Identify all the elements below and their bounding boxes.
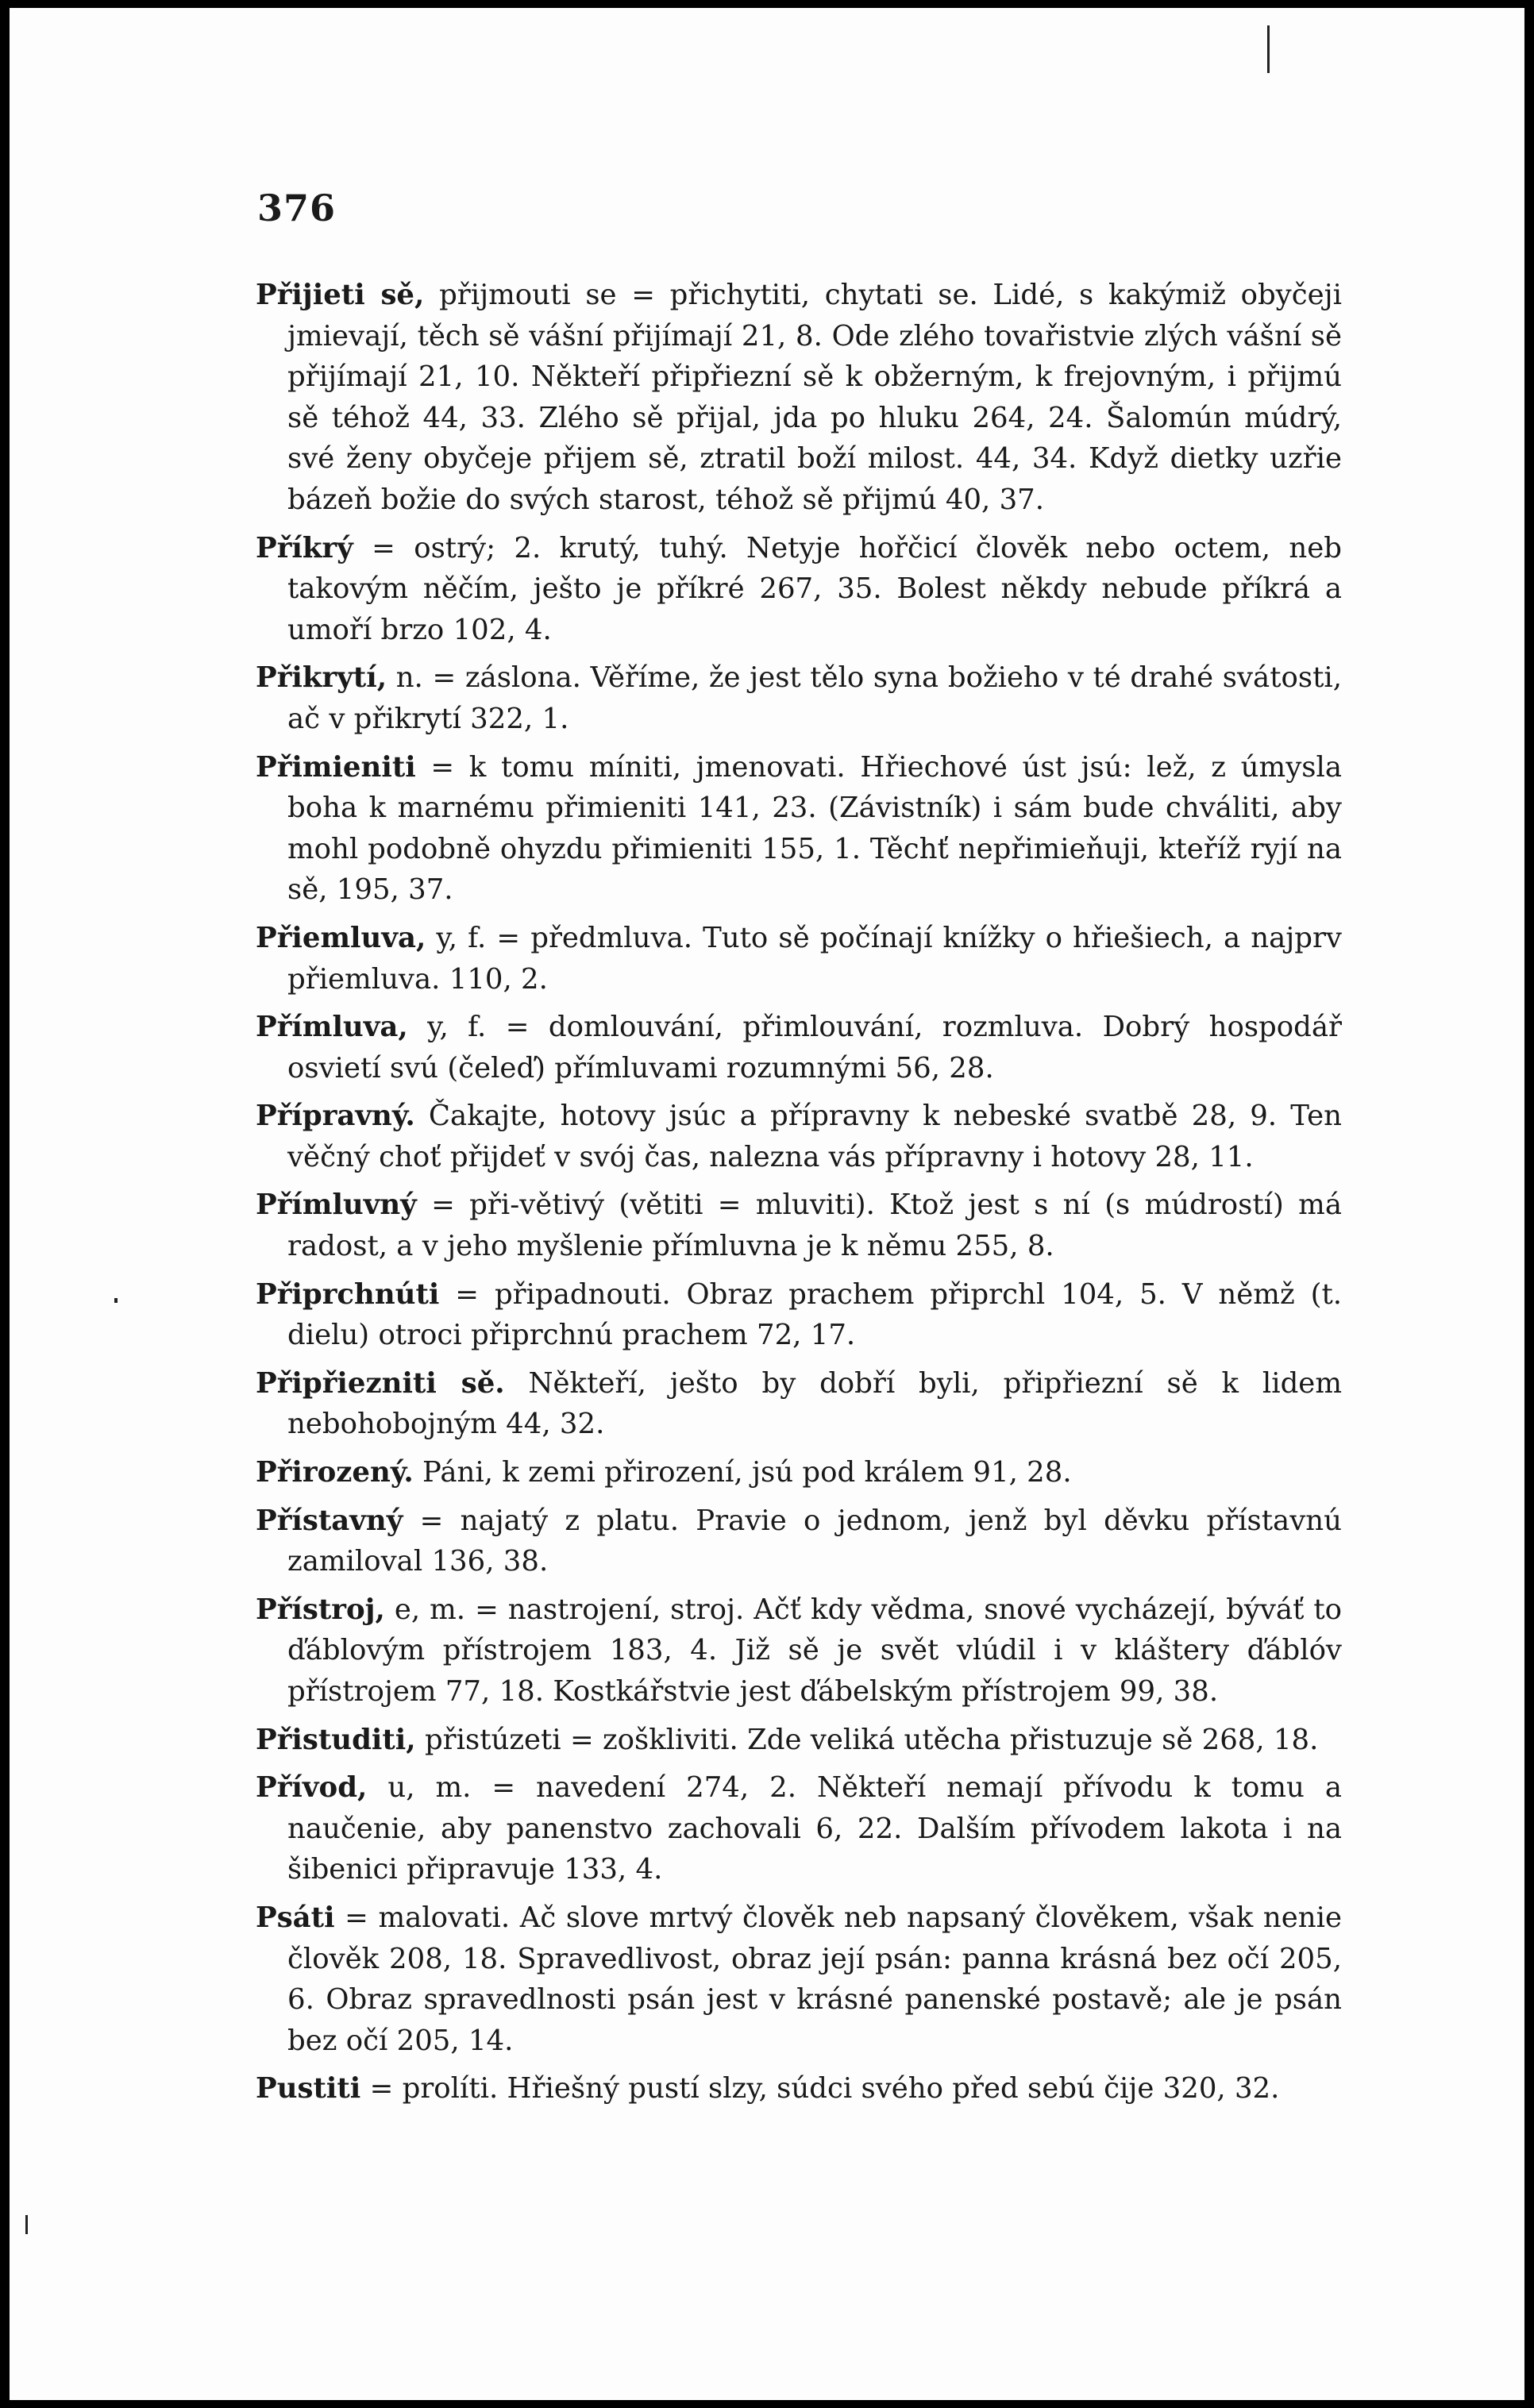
entry-definition: y, f. = předmluva. Tuto sě počínají knížky o hřiešiech, a najprv přiemluva. 110, 2. — [287, 921, 1342, 996]
entry-headword: Psáti — [256, 1901, 335, 1934]
entry-definition: přijmouti se = přichytiti, chytati se. Lidé, s kakýmiž obyčeji jmievají, těch sě vášní přijímají 21, 8. Ode zlého tovařistvie zlých vášní sě přijímají 21, 10. Někteří připřiezní sě k obžerným, k frejovným, i přijmú sě téhož 44, 33. Zlého sě přijal, jda po hluku 264, 24. Šalomún múdrý, své ženy obyčeje přijem sě, ztratil boží milost. 44, 34. Když dietky uzřie bázeň božie do svých starost, téhož sě přijmú 40, 37. — [287, 279, 1342, 516]
dictionary-entry — [256, 528, 1342, 651]
dictionary-entry — [256, 1274, 1342, 1356]
entry-definition: e, m. = nastrojení, stroj. Ačť kdy vědma, snové vycházejí, býváť to ďáblovým přístrojem 183, 4. Již sě je svět vlúdil i v kláštery ďáblóv přístrojem 77, 18. Kostkářstvie jest ďábelským přístrojem 99, 38. — [287, 1593, 1342, 1708]
entry-definition: = připadnouti. Obraz prachem připrchl 104, 5. V němž (t. dielu) otroci připrchnú prachem 72, 17. — [287, 1277, 1342, 1352]
entry-definition: Čakajte, hotovy jsúc a přípravny k nebeské svatbě 28, 9. Ten věčný choť přijdeť v svój čas, nalezna vás přípravny i hotovy 28, 11. — [287, 1100, 1342, 1173]
dictionary-entry — [256, 1501, 1342, 1582]
entry-definition: = při-větivý (větiti = mluviti). Ktož jest s ní (s múdrostí) má radost, a v jeho myšlenie přímluvna je k němu 255, 8. — [287, 1189, 1342, 1263]
entry-definition: Někteří, ješto by dobří byli, připřiezní sě k lidem nebohobojným 44, 32. — [287, 1366, 1342, 1441]
entry-headword: Přímluva, — [256, 1011, 408, 1044]
entry-definition: přistúzeti = zoškliviti. Zde veliká utěcha přistuzuje sě 268, 18. — [424, 1723, 1319, 1756]
entry-headword: Přímluvný — [256, 1189, 417, 1222]
entry-definition: n. = záslona. Věříme, že jest tělo syna božieho v té drahé svátosti, ač v přikrytí 322, 1. — [287, 661, 1342, 735]
entry-headword: Přikrytí, — [256, 661, 387, 695]
dictionary-entry — [256, 657, 1342, 739]
scan-mark — [1267, 25, 1270, 73]
dictionary-entry — [256, 1363, 1342, 1445]
page-number: 376 — [257, 187, 337, 229]
entry-definition: Páni, k zemi přirození, jsú pod králem 91, 28. — [422, 1456, 1072, 1489]
dictionary-entry — [256, 275, 1342, 521]
entry-headword: Příkrý — [256, 531, 353, 564]
entry-headword: Pustiti — [256, 2072, 361, 2106]
dictionary-entry — [256, 1452, 1342, 1493]
entry-definition: = k tomu míniti, jmenovati. Hřiechové úst jsú: lež, z úmysla boha k marnému přimieniti 141, 23. (Závistník) i sám bude chváliti, aby mohl podobně ohyzdu přimieniti 155, 1. Těchť nepřimieňuji, kteříž ryjí na sě, 195, 37. — [287, 750, 1342, 907]
dictionary-entry — [256, 1720, 1342, 1761]
dictionary-entry — [256, 1007, 1342, 1088]
entry-headword: Přípravný. — [256, 1100, 415, 1133]
entry-headword: Přístroj, — [256, 1593, 385, 1626]
entry-definition: u, m. = navedení 274, 2. Někteří nemají přívodu k tomu a naučenie, aby panenstvo zachovali 6, 22. Dalším přívodem lakota i na šibenici připravuje 133, 4. — [287, 1771, 1342, 1886]
entry-headword: Přijieti sě, — [256, 279, 425, 311]
dictionary-entry — [256, 2068, 1342, 2109]
entry-headword: Přimieniti — [256, 750, 416, 784]
dictionary-entry — [256, 1096, 1342, 1177]
entry-definition: y, f. = domlouvání, přimlouvání, rozmluva. Dobrý hospodář osvietí svú (čeleď) přímluvami rozumnými 56, 28. — [287, 1011, 1342, 1085]
dictionary-entry — [256, 1898, 1342, 2061]
dictionary-entries — [256, 275, 1342, 2117]
scan-mark — [114, 1298, 118, 1303]
dictionary-entry — [256, 747, 1342, 911]
entry-headword: Připrchnúti — [256, 1277, 440, 1311]
entry-definition: = najatý z platu. Pravie o jednom, jenž byl děvku přístavnú zamiloval 136, 38. — [287, 1504, 1342, 1578]
entry-headword: Přívod, — [256, 1771, 368, 1805]
scan-mark — [25, 2215, 28, 2234]
entry-headword: Přístavný — [256, 1504, 403, 1537]
book-page — [10, 8, 1524, 2400]
dictionary-entry — [256, 918, 1342, 1000]
dictionary-entry — [256, 1767, 1342, 1890]
entry-headword: Přiemluva, — [256, 921, 426, 954]
entry-definition: = prolíti. Hřiešný pustí slzy, súdci svého před sebú čije 320, 32. — [369, 2072, 1280, 2106]
entry-headword: Připřiezniti sě. — [256, 1366, 505, 1400]
entry-headword: Přistuditi, — [256, 1723, 416, 1756]
entry-definition: = ostrý; 2. krutý, tuhý. Netyje hořčicí člověk nebo octem, neb takovým něčím, ješto je příkré 267, 35. Bolest někdy nebude příkrá a umoří brzo 102, 4. — [287, 531, 1342, 646]
entry-headword: Přirozený. — [256, 1456, 414, 1489]
entry-definition: = malovati. Ač slove mrtvý člověk neb napsaný člověkem, však nenie člověk 208, 18. Spravedlivost, obraz její psán: panna krásná bez očí 205, 6. Obraz spravedlnosti psán jest v krásné panenské postavě; ale je psán bez očí 205, 14. — [287, 1901, 1342, 2057]
dictionary-entry — [256, 1589, 1342, 1713]
dictionary-entry — [256, 1185, 1342, 1266]
